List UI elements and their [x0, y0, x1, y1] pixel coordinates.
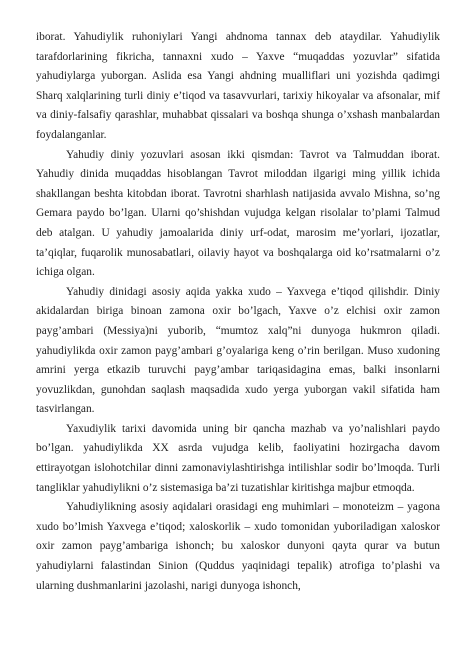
paragraph-1: iborat. Yahudiylik ruhoniylari Yangi ahdnoma tannax deb ataydilar. Yahudiylik tarafdorlarining fikricha, tannaxni xudo – Yaxve “muqaddas yozuvlar” sifatida yahudiylarga yuborgan. Aslida esa Yangi ahdning mualliflari uni yozishda qadimgi Sharq xalqlarining turli diniy e’tiqod va tasavvurlari, tarixiy hikoyalar va afsonalar, mif va diniy-falsafiy qarashlar, muhabbat qissalari va boshqa shunga o’xshash manbalardan foydalanganlar. [36, 31, 440, 141]
paragraph-4: Yaxudiylik tarixi davomida uning bir qancha mazhab va yo’nalishlari paydo bo’lgan. yahudiylikda XX asrda vujudga kelib, faoliyatini hozirgacha davom ettirayotgan islohotchilar dinni zamonaviylashtirishga intilishlar sodir bo’lmoqda. Turli tangliklar yahudiylikni o’z sistemasiga ba’zi tuzatishlar kiritishga majbur etmoqda. [36, 422, 440, 494]
paragraph-2: Yahudiy diniy yozuvlari asosan ikki qismdan: Tavrot va Talmuddan iborat. Yahudiy dinida muqaddas hisoblangan Tavrot miloddan ilgarigi ming yillik ichida shakllangan beshta kitobdan iborat. Tavrotni sharhlash natijasida avvalo Mishna, so’ng Gemara paydo bo’lgan. Ularni qo’shishdan vujudga kelgan risolalar to’plami Talmud deb atalgan. U yahudiy jamoalarida diniy urf-odat, marosim me’yorlari, ijozatlar, ta’qiqlar, fuqarolik munosabatlari, oilaviy hayot va boshqalarga oid ko’rsatmalarni o’z ichiga olgan. [36, 148, 440, 279]
paragraph-5: Yahudiylikning asosiy aqidalari orasidagi eng muhimlari – monoteizm – yagona xudo bo’lmish Yaxvega e’tiqod; xaloskorlik – xudo tomonidan yuboriladigan xaloskor oxir zamon payg’ambariga ishonch; bu xaloskor dunyoni qayta qurar va butun yahudiylarni falastindan Sinion (Quddus yaqinidagi tepalik) atrofiga to’plashi va ularning dushmanlarini jazolashi, narigi dunyoga ishonch, [36, 501, 440, 592]
paragraph-3: Yahudiy dinidagi asosiy aqida yakka xudo – Yaxvega e’tiqod qilishdir. Diniy akidalardan biriga binoan zamona oxir bo’lgach, Yaxve o’z elchisi oxir zamon payg’ambari (Messiya)ni yuborib, “mumtoz xalq”ni dunyoga hukmron qiladi. yahudiylikda oxir zamon payg’ambari g’oyalariga keng o’rin berilgan. Muso xudoning amrini yerga etkazib turuvchi payg’ambar tariqasidagina emas, balki insonlarni yovuzlikdan, gunohdan saqlash maqsadida xudo yerga yuborgan vakil sifatida ham tasvirlangan. [36, 285, 440, 416]
document-body [36, 28, 440, 596]
